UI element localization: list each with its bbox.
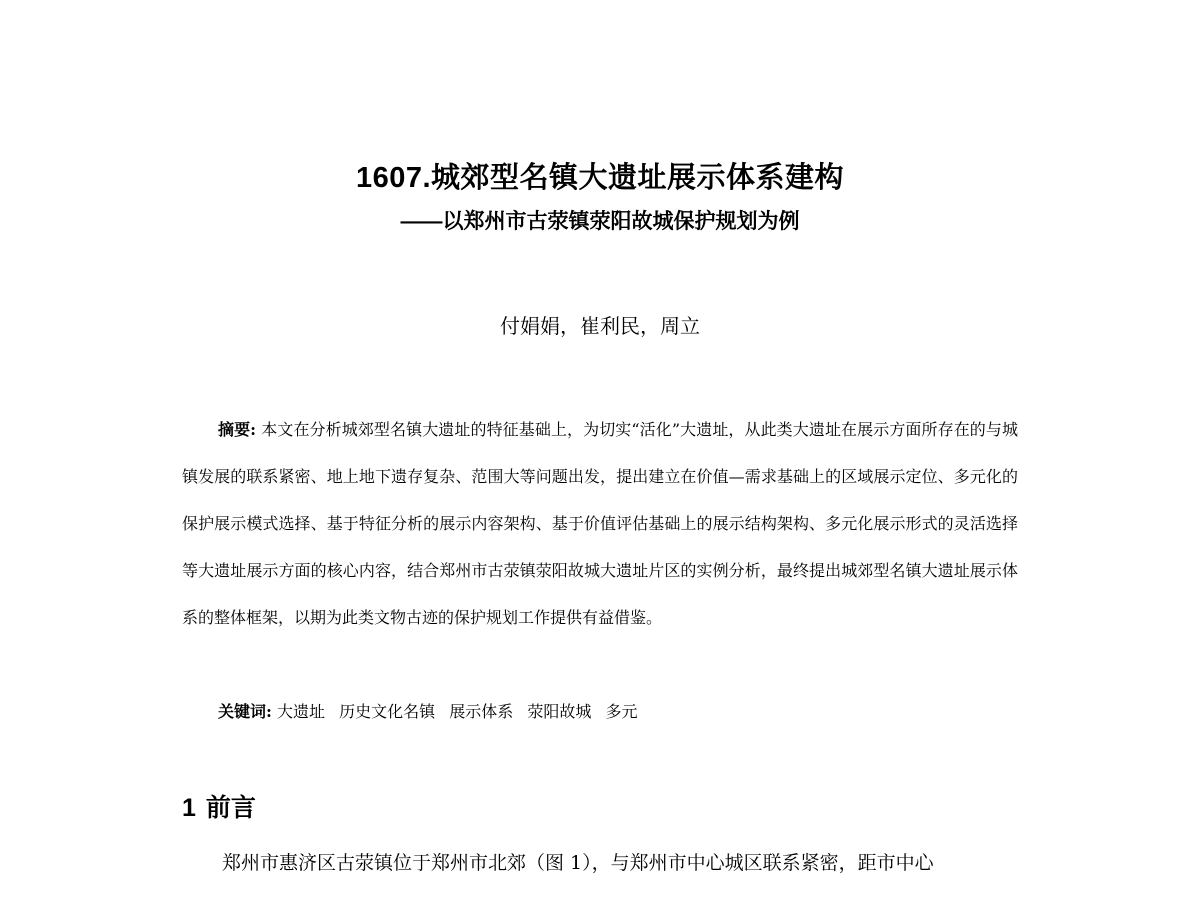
- section-number: 1: [182, 794, 196, 822]
- keywords-label: 关键词:: [218, 702, 272, 721]
- keyword-item: 多元: [605, 702, 638, 721]
- keyword-item: 展示体系: [449, 702, 514, 721]
- abstract-label: 摘要:: [218, 420, 257, 439]
- keyword-item: 荥阳故城: [527, 702, 592, 721]
- abstract-text: 本文在分析城郊型名镇大遗址的特征基础上，为切实“活化”大遗址，从此类大遗址在展示方面所存在的与城镇发展的联系紧密、地上地下遗存复杂、范围大等问题出发，提出建立在价值—需求基础上的区域展示定位、多元化的保护展示模式选择、基于特征分析的展示内容架构、基于价值评估基础上的展示结构架构、多元化展示形式的灵活选择等大遗址展示方面的核心内容，结合郑州市古荥镇荥阳故城大遗址片区的实例分析，最终提出城郊型名镇大遗址展示体系的整体框架，以期为此类文物古迹的保护规划工作提供有益借鉴。: [182, 420, 1018, 627]
- keyword-item: 历史文化名镇: [339, 702, 436, 721]
- author-list: 付娟娟，崔利民，周立: [500, 316, 700, 338]
- paper-title: 1607.城郊型名镇大遗址展示体系建构: [355, 162, 845, 194]
- keywords: [218, 690, 646, 734]
- section-heading-introduction: [182, 786, 256, 830]
- section-title: 前言: [205, 794, 256, 822]
- abstract: [182, 406, 1018, 641]
- section-body-paragraph: 郑州市惠济区古荥镇位于郑州市北郊（图 1），与郑州市中心城区联系紧密，距市中心: [222, 852, 934, 874]
- keyword-item: 大遗址: [277, 702, 326, 721]
- paper-subtitle: ——以郑州市古荥镇荥阳故城保护规划为例: [400, 210, 800, 233]
